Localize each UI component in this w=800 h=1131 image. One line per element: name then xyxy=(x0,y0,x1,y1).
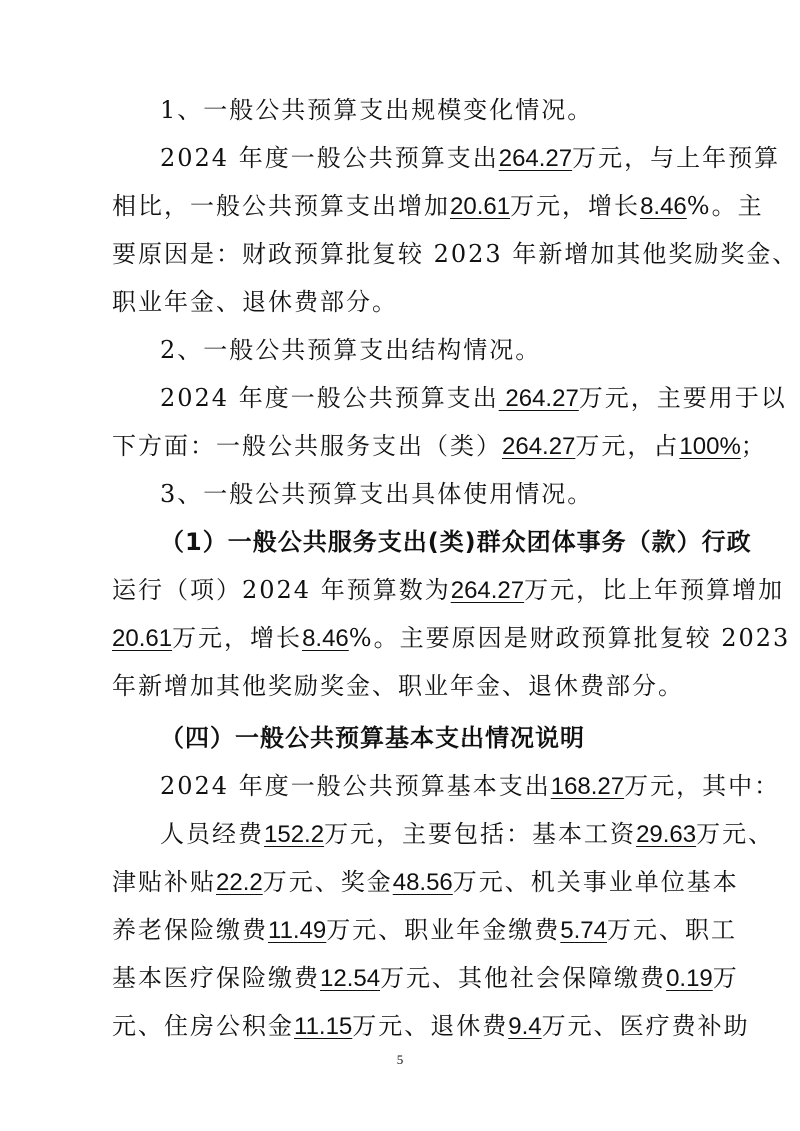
value-total-expenditure: 264.27 xyxy=(498,145,573,172)
value-total-expenditure: 264.27 xyxy=(498,385,579,412)
value-increase: 20.61 xyxy=(112,625,173,652)
paragraph-line: 2024 年度一般公共预算支出264.27万元，与上年预算 xyxy=(160,144,781,172)
value-growth: 8.46 xyxy=(640,193,687,220)
paragraph-line: 要原因是：财政预算批复较 2023 年新增加其他奖励奖金、 xyxy=(112,240,799,268)
section-title: （四）一般公共预算基本支出情况说明 xyxy=(160,724,585,752)
paragraph-line: 基本医疗保险缴费12.54万元、其他社会保障缴费0.19万 xyxy=(112,964,739,992)
paragraph-line: 运行（项）2024 年预算数为264.27万元，比上年预算增加 xyxy=(112,576,785,604)
value-growth: 8.46 xyxy=(302,625,349,652)
paragraph-line: 20.61万元，增长8.46%。主要原因是财政预算批复较 2023 xyxy=(112,624,791,652)
paragraph-line: （1）一般公共服务支出(类)群众团体事务（款）行政 xyxy=(160,528,752,556)
paragraph-line: 人员经费152.2万元，主要包括：基本工资29.63万元、 xyxy=(160,820,775,848)
heading-expenditure-scale: 1、一般公共预算支出规模变化情况。 xyxy=(160,96,594,124)
value-increase: 20.61 xyxy=(450,193,511,220)
value-budget: 264.27 xyxy=(450,577,525,604)
value-basic-expenditure: 168.27 xyxy=(550,773,625,800)
value-share: 100% xyxy=(679,433,741,460)
heading-expenditure-structure: 2、一般公共预算支出结构情况。 xyxy=(160,336,542,364)
paragraph-line: 津贴补贴22.2万元、奖金48.56万元、机关事业单位基本 xyxy=(112,868,739,896)
paragraph-line: 职业年金、退休费部分。 xyxy=(112,288,398,316)
page-number: 5 xyxy=(396,1052,404,1067)
paragraph-line: 下方面：一般公共服务支出（类）264.27万元，占100%； xyxy=(112,432,767,460)
heading-expenditure-usage: 3、一般公共预算支出具体使用情况。 xyxy=(160,480,594,508)
value-public-service: 264.27 xyxy=(502,433,576,460)
paragraph-line: 2024 年度一般公共预算支出 264.27万元，主要用于以 xyxy=(160,384,787,412)
paragraph-line: 养老保险缴费11.49万元、职业年金缴费5.74万元、职工 xyxy=(112,916,737,944)
paragraph-line: 2024 年度一般公共预算基本支出168.27万元，其中： xyxy=(160,772,781,800)
paragraph-line: 年新增加其他奖励奖金、职业年金、退休费部分。 xyxy=(112,672,684,700)
paragraph-line: 相比，一般公共预算支出增加20.61万元，增长8.46%。主 xyxy=(112,192,764,220)
paragraph-line: 元、住房公积金11.15万元、退休费9.4万元、医疗费补助 xyxy=(112,1012,750,1040)
